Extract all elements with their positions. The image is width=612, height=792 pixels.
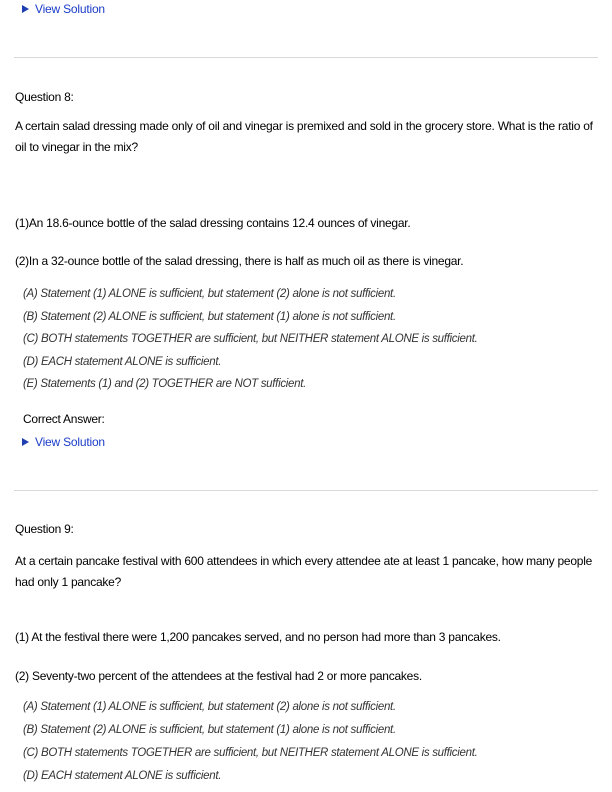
divider	[14, 57, 598, 58]
question-prompt: A certain salad dressing made only of oil and vinegar is premixed and sold in the grocery store. What is the ratio of oil to vinegar in the mix?	[15, 119, 593, 154]
view-solution-link-q8[interactable]	[22, 434, 105, 450]
answer-option-a[interactable]: (A) Statement (1) ALONE is sufficient, but statement (2) alone is not sufficient.	[23, 288, 396, 300]
question-prompt: At a certain pancake festival with 600 attendees in which every attendee ate at least 1 pancake, how many people had only 1 pancake?	[15, 554, 593, 589]
question-heading: Question 8:	[15, 90, 74, 104]
play-triangle-icon	[22, 438, 29, 446]
answer-option-d[interactable]: (D) EACH statement ALONE is sufficient.	[23, 770, 222, 782]
statement-1: (1)An 18.6-ounce bottle of the salad dressing contains 12.4 ounces of vinegar.	[15, 216, 411, 230]
correct-answer-label: Correct Answer:	[23, 412, 105, 426]
question-heading: Question 9:	[15, 522, 74, 536]
view-solution-link-q7[interactable]	[22, 1, 105, 17]
answer-option-c[interactable]: (C) BOTH statements TOGETHER are sufficient, but NEITHER statement ALONE is sufficient.	[23, 333, 478, 345]
answer-option-b[interactable]: (B) Statement (2) ALONE is sufficient, but statement (1) alone is not sufficient.	[23, 724, 396, 736]
answer-option-c[interactable]: (C) BOTH statements TOGETHER are sufficient, but NEITHER statement ALONE is sufficient.	[23, 747, 478, 759]
answer-option-e[interactable]: (E) Statements (1) and (2) TOGETHER are NOT sufficient.	[23, 378, 307, 390]
answer-option-d[interactable]: (D) EACH statement ALONE is sufficient.	[23, 356, 222, 368]
statement-1: (1) At the festival there were 1,200 pancakes served, and no person had more than 3 pancakes.	[15, 630, 501, 644]
statement-2: (2) Seventy-two percent of the attendees at the festival had 2 or more pancakes.	[15, 669, 422, 683]
divider	[14, 490, 598, 491]
view-solution-label: View Solution	[35, 2, 105, 16]
play-triangle-icon	[22, 5, 29, 13]
view-solution-label: View Solution	[35, 435, 105, 449]
answer-option-b[interactable]: (B) Statement (2) ALONE is sufficient, but statement (1) alone is not sufficient.	[23, 311, 396, 323]
statement-2: (2)In a 32-ounce bottle of the salad dressing, there is half as much oil as there is vinegar.	[15, 254, 464, 268]
answer-option-a[interactable]: (A) Statement (1) ALONE is sufficient, but statement (2) alone is not sufficient.	[23, 701, 396, 713]
